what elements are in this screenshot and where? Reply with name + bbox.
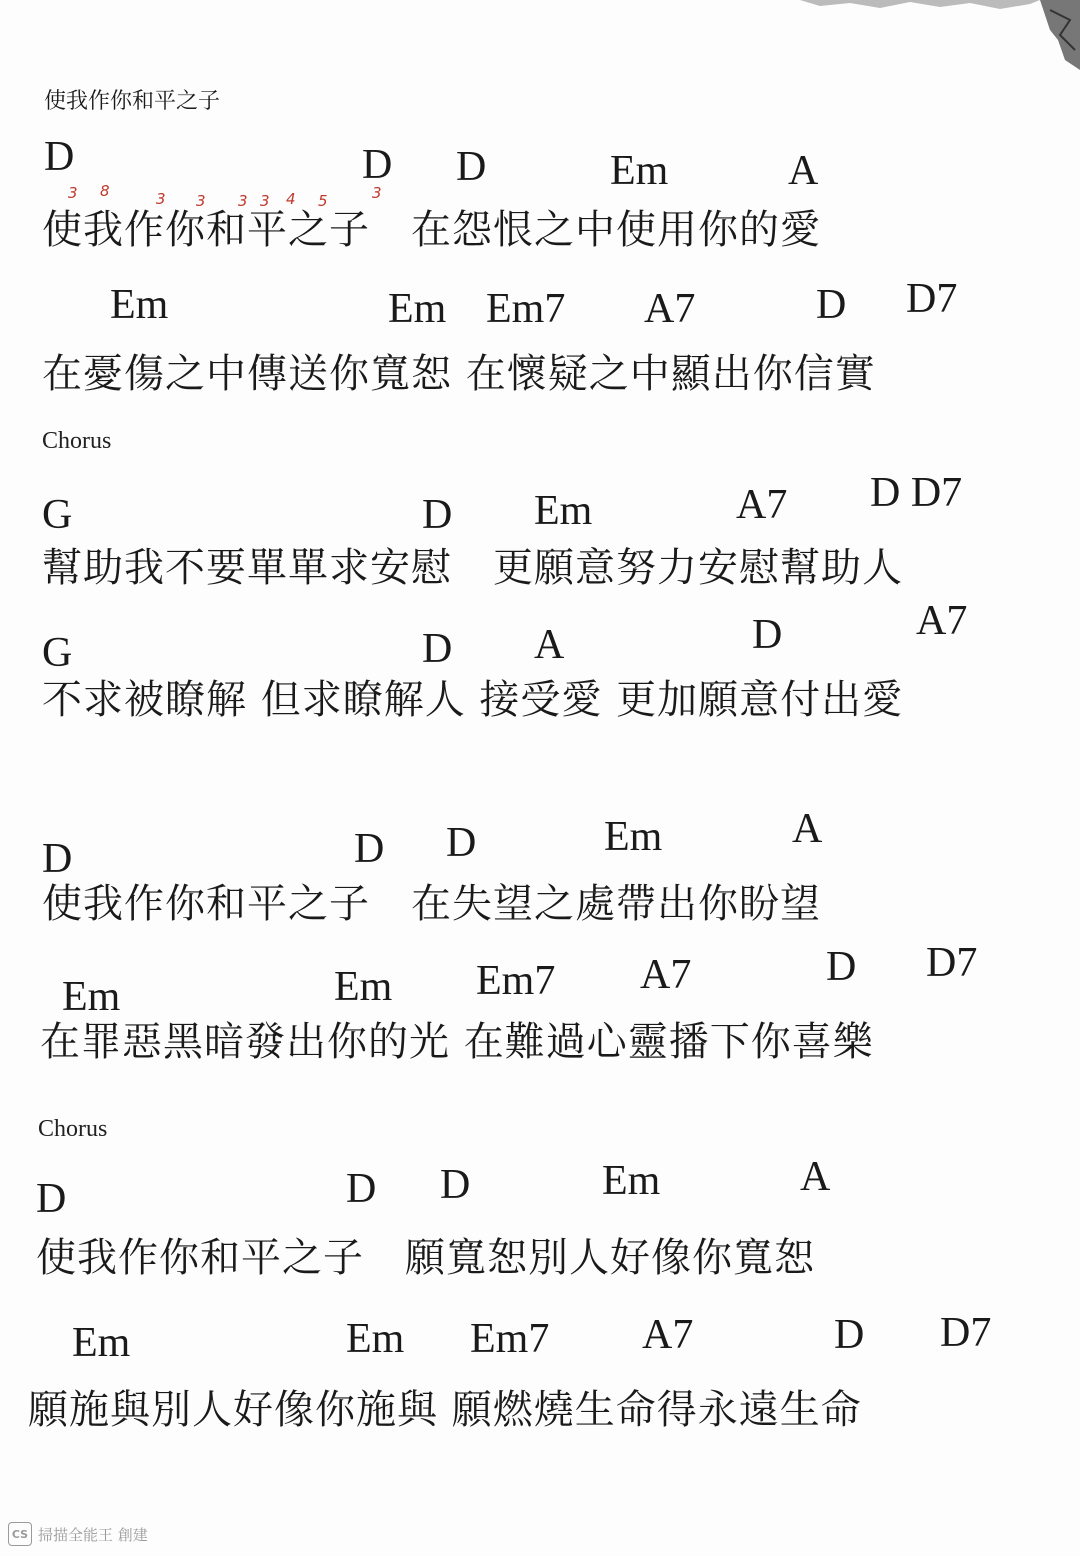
chorus-label: Chorus (38, 1116, 108, 1142)
chord: Em (604, 814, 663, 860)
chord: A (800, 1154, 831, 1200)
fingering-mark: 3 (372, 184, 382, 202)
chord: G (42, 630, 73, 676)
chord: Em (110, 282, 169, 328)
chord: D (834, 1312, 865, 1358)
scanner-watermark (8, 1522, 148, 1546)
chord: A7 (644, 286, 696, 332)
lyric-line: 不求被瞭解 但求瞭解人 接受愛 更加願意付出愛 (42, 677, 904, 723)
chord: D7 (906, 276, 958, 322)
watermark-text: 掃描全能王 創建 (38, 1525, 148, 1544)
chord: Em (62, 974, 121, 1020)
chord: Em7 (476, 958, 556, 1004)
lyric-line: 使我作你和平之子 在怨恨之中使用你的愛 (42, 207, 821, 253)
chord: D7 (926, 940, 978, 986)
fingering-mark: 3 (156, 190, 166, 208)
chord: A (788, 148, 819, 194)
chord: D (816, 282, 847, 328)
chord: A7 (640, 952, 692, 998)
chord: D (422, 492, 453, 538)
fingering-mark: 5 (318, 192, 328, 210)
chorus-label: Chorus (42, 428, 112, 454)
lyric-line: 使我作你和平之子 願寬恕別人好像你寬恕 (36, 1235, 815, 1281)
lyric-line: 幫助我不要單單求安慰 更願意努力安慰幫助人 (42, 545, 903, 591)
chord: D (36, 1176, 67, 1222)
chord: Em (602, 1158, 661, 1204)
chord: D (440, 1162, 471, 1208)
chord: Em (534, 488, 593, 534)
chord: D (826, 944, 857, 990)
scanner-logo-icon: CS (8, 1522, 32, 1546)
lyric-line: 在憂傷之中傳送你寬恕 在懷疑之中顯出你信實 (42, 351, 876, 397)
fingering-mark: 8 (100, 182, 110, 200)
fingering-annotations (60, 178, 400, 208)
lyric-line: 使我作你和平之子 在失望之處帶出你盼望 (42, 881, 821, 927)
fingering-mark: 3 (238, 192, 248, 210)
chord: A (792, 806, 823, 852)
chord: Em (334, 964, 393, 1010)
fingering-mark: 4 (286, 190, 296, 208)
chord: D (346, 1166, 377, 1212)
chord: D D7 (870, 470, 963, 516)
chord: D (456, 144, 487, 190)
chord: D (446, 820, 477, 866)
chord: A7 (642, 1312, 694, 1358)
chord: A7 (916, 598, 968, 644)
decorative-border-art (740, 0, 1080, 70)
chord: Em (610, 148, 669, 194)
chord: Em7 (486, 286, 566, 332)
chord: A (534, 622, 565, 668)
chord: D (752, 612, 783, 658)
lyric-line: 在罪惡黑暗發出你的光 在難過心靈播下你喜樂 (40, 1019, 874, 1065)
chord: Em (72, 1320, 131, 1366)
lyric-line: 願施與別人好像你施與 願燃燒生命得永遠生命 (28, 1387, 862, 1433)
chord: D (44, 134, 75, 180)
chord: D (422, 626, 453, 672)
chord: Em7 (470, 1316, 550, 1362)
song-title: 使我作你和平之子 (44, 89, 221, 114)
chord: D7 (940, 1310, 992, 1356)
chord: A7 (736, 482, 788, 528)
fingering-mark: 3 (196, 192, 206, 210)
chord: Em (388, 286, 447, 332)
fingering-mark: 3 (260, 192, 270, 210)
fingering-mark: 3 (68, 184, 78, 202)
chord: D (42, 836, 73, 882)
chord: D (354, 826, 385, 872)
chord: G (42, 492, 73, 538)
chord: Em (346, 1316, 405, 1362)
chord: D (362, 142, 393, 188)
